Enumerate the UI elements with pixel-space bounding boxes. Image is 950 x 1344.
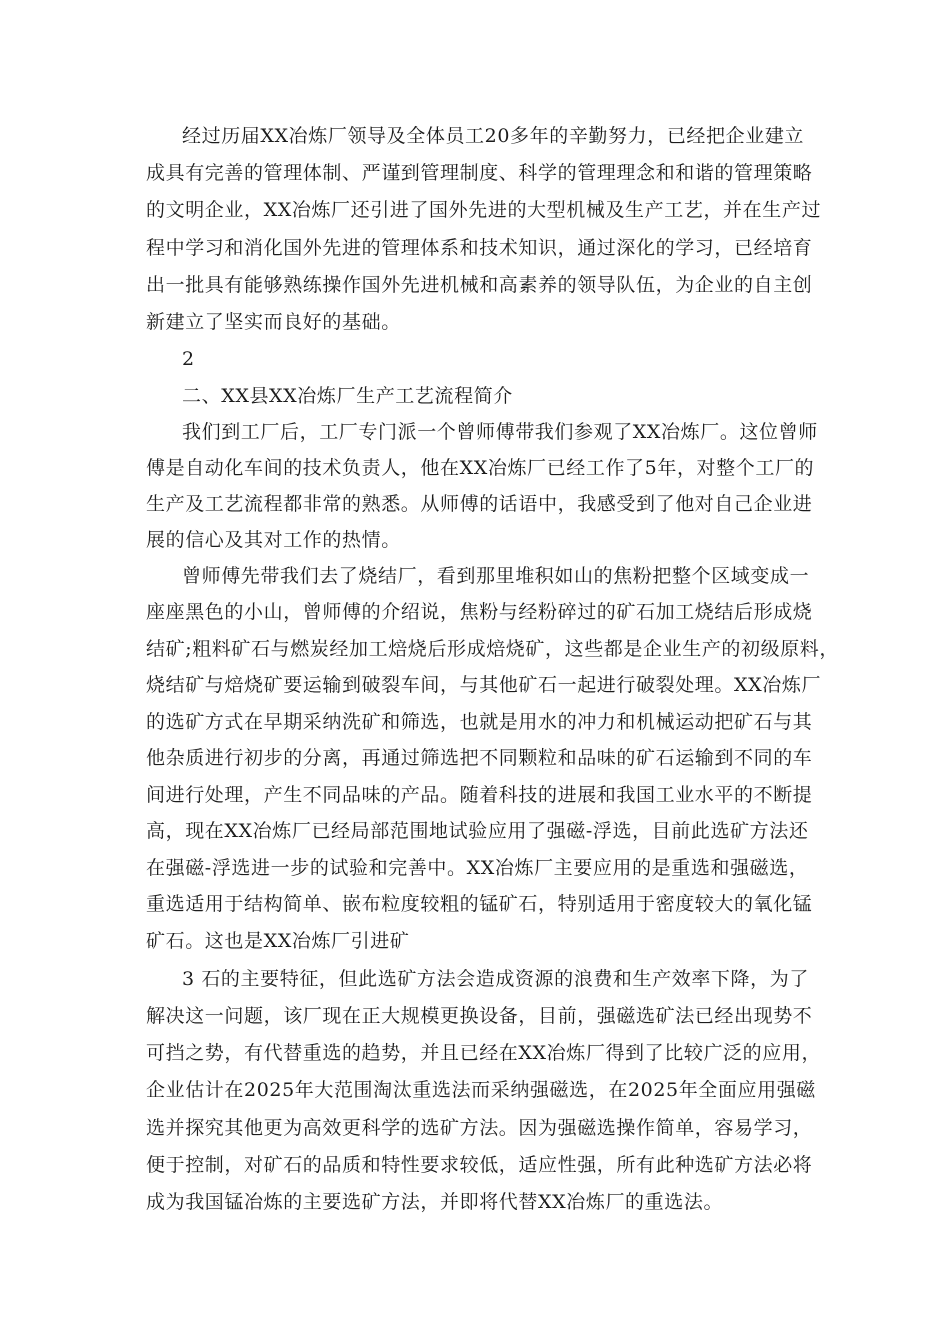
paragraph-line: 高，现在XX冶炼厂已经局部范围地试验应用了强磁-浮选，目前此选矿方法还	[146, 820, 809, 842]
paragraph-line: 结矿;粗料矿石与燃炭经加工焙烧后形成焙烧矿，这些都是企业生产的初级原料，	[146, 638, 840, 660]
paragraph-line: 在强磁-浮选进一步的试验和完善中。XX冶炼厂主要应用的是重选和强磁选，	[146, 857, 809, 879]
paragraph-line: 新建立了坚实而良好的基础。	[146, 311, 401, 333]
paragraph-line: 我们到工厂后，工厂专门派一个曾师傅带我们参观了XX冶炼厂。这位曾师	[182, 421, 818, 443]
paragraph-line: 曾师傅先带我们去了烧结厂，看到那里堆积如山的焦粉把整个区域变成一	[182, 565, 810, 587]
paragraph-line: 的文明企业，XX冶炼厂还引进了国外先进的大型机械及生产工艺，并在生产过	[146, 199, 822, 221]
paragraph-line: 座座黑色的小山，曾师傅的介绍说，焦粉与经粉碎过的矿石加工烧结后形成烧	[146, 601, 813, 623]
paragraph-line: 他杂质进行初步的分离，再通过筛选把不同颗粒和品味的矿石运输到不同的车	[146, 747, 813, 769]
section-heading: 二、XX县XX冶炼厂生产工艺流程简介	[182, 385, 513, 407]
paragraph-line: 企业估计在2025年大范围淘汰重选法而采纳强磁选，在2025年全面应用强磁	[146, 1079, 816, 1101]
page-number: 2	[182, 348, 195, 370]
paragraph-line: 重选适用于结构简单、嵌布粒度较粗的锰矿石，特别适用于密度较大的氧化锰	[146, 893, 813, 915]
paragraph-line: 解决这一问题，该厂现在正大规模更换设备，目前，强磁选矿法已经出现势不	[146, 1005, 813, 1027]
paragraph-line: 经过历届XX冶炼厂领导及全体员工20多年的辛勤努力，已经把企业建立	[182, 125, 805, 147]
paragraph-line: 傅是自动化车间的技术负责人，他在XX冶炼厂已经工作了5年，对整个工厂的	[146, 457, 815, 479]
paragraph-line: 程中学习和消化国外先进的管理体系和技术知识，通过深化的学习，已经培育	[146, 237, 813, 259]
paragraph-line: 成为我国锰冶炼的主要选矿方法，并即将代替XX冶炼厂的重选法。	[146, 1191, 724, 1213]
paragraph-line: 矿石。这也是XX冶炼厂引进矿	[146, 930, 410, 952]
paragraph-line: 可挡之势，有代替重选的趋势，并且已经在XX冶炼厂得到了比较广泛的应用，	[146, 1042, 822, 1064]
paragraph-line: 出一批具有能够熟练操作国外先进机械和高素养的领导队伍，为企业的自主创	[146, 274, 813, 296]
paragraph-line: 成具有完善的管理体制、严谨到管理制度、科学的管理理念和和谐的管理策略	[146, 162, 813, 184]
paragraph-line: 3 石的主要特征，但此选矿方法会造成资源的浪费和生产效率下降，为了	[182, 968, 809, 990]
paragraph-line: 展的信心及其对工作的热情。	[146, 529, 401, 551]
paragraph-line: 便于控制，对矿石的品质和特性要求较低，适应性强，所有此种选矿方法必将	[146, 1154, 813, 1176]
paragraph-line: 烧结矿与焙烧矿要运输到破裂车间，与其他矿石一起进行破裂处理。XX冶炼厂	[146, 674, 822, 696]
paragraph-line: 生产及工艺流程都非常的熟悉。从师傅的话语中，我感受到了他对自己企业进	[146, 493, 813, 515]
paragraph-line: 选并探究其他更为高效更科学的选矿方法。因为强磁选操作简单，容易学习，	[146, 1117, 813, 1139]
paragraph-line: 的选矿方式在早期采纳洗矿和筛选，也就是用水的冲力和机械运动把矿石与其	[146, 711, 813, 733]
paragraph-line: 间进行处理，产生不同品味的产品。随着科技的进展和我国工业水平的不断提	[146, 784, 813, 806]
